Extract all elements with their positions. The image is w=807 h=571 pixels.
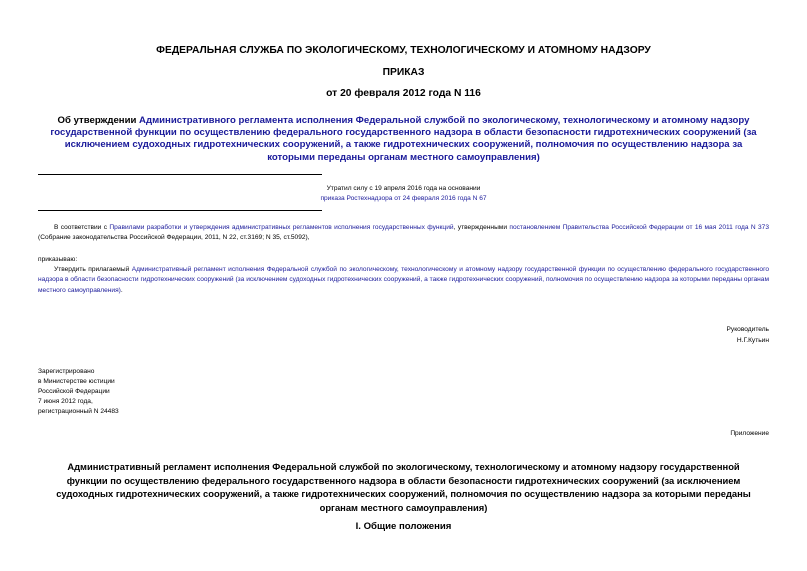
regulation-title: Административный регламент исполнения Федеральной службой по экологическому, технологическому и атомному надзору государственной функции по осуществлению федерального государственного надзора в области безопасности гидротехнических сооружений (за исключением судоходных гидротехнических сооружений, а также гидротехнических сооружений, полномочия по осуществлению надзора за которыми переданы органам местного самоуправления) <box>56 461 751 513</box>
status-note-link-line <box>0 194 807 204</box>
rules-link[interactable]: Правилами разработки и утверждения административных регламентов исполнения государственных функций <box>109 224 454 231</box>
signatory-position: Руководитель <box>726 326 769 333</box>
preamble-text-start: В соответствии с <box>54 224 110 231</box>
registration-line: 7 июня 2012 года, <box>38 398 93 405</box>
divider-bottom <box>38 210 322 211</box>
registration-line: Зарегистрировано <box>38 368 95 375</box>
doc-date-number: от 20 февраля 2012 года N 116 <box>326 88 481 99</box>
preamble-paragraph <box>38 223 769 244</box>
agency-heading: ФЕДЕРАЛЬНАЯ СЛУЖБА ПО ЭКОЛОГИЧЕСКОМУ, ТЕХНОЛОГИЧЕСКОМУ И АТОМНОМУ НАДЗОРУ <box>156 45 651 56</box>
section-heading: I. Общие положения <box>355 521 452 532</box>
order-subject <box>40 115 767 164</box>
registration-line: в Министерстве юстиции <box>38 378 115 385</box>
approved-regulation-link[interactable]: Административный регламент исполнения Федеральной службой по экологическому, технологическому и атомному надзору государственной функции по осуществлению федерального государственного надзора в области безопасности гидротехнических сооружений (за исключением судоходных гидротехнических сооружений, а также гидротехнических сооружений, полномочия по осуществлению надзора за которыми переданы органам местного самоуправления) <box>38 266 769 294</box>
doc-type-heading: ПРИКАЗ <box>382 67 425 78</box>
subject-prefix: Об утверждении <box>57 115 140 126</box>
approval-paragraph <box>38 265 769 296</box>
preamble-text-mid: , утвержденными <box>453 224 510 231</box>
divider-top <box>38 174 322 175</box>
signatory-name: Н.Г.Кутьин <box>736 337 769 344</box>
preamble-text-end: (Собрание законодательства Российской Федерации, 2011, N 22, ст.3169; N 35, ст.5092), <box>38 234 310 242</box>
repeal-order-link[interactable]: приказа Ростехнадзора от 24 февраля 2016 года N 67 <box>320 195 487 202</box>
registration-line: Российской Федерации <box>38 388 110 395</box>
government-decree-link[interactable]: постановлением Правительства Российской Федерации от 16 мая 2011 года N 373 <box>509 224 769 231</box>
appendix-label: Приложение <box>730 430 769 437</box>
approval-text-end: . <box>120 286 123 294</box>
approval-text-start: Утвердить прилагаемый <box>54 266 132 273</box>
registration-line: регистрационный N 24483 <box>38 408 119 415</box>
status-note: Утратил силу с 19 апреля 2016 года на основании <box>326 185 481 192</box>
order-word: приказываю: <box>38 256 78 263</box>
regulation-link[interactable]: Административного регламента исполнения Федеральной службой по экологическому, технологическому и атомному надзору государственной функции по осуществлению федерального государственного надзора в области безопасности гидротехнических сооружений (за исключением судоходных гидротехнических сооружений, а также гидротехнических сооружений, полномочия по осуществлению надзора за которыми переданы органам местного самоуправления) <box>50 115 757 163</box>
